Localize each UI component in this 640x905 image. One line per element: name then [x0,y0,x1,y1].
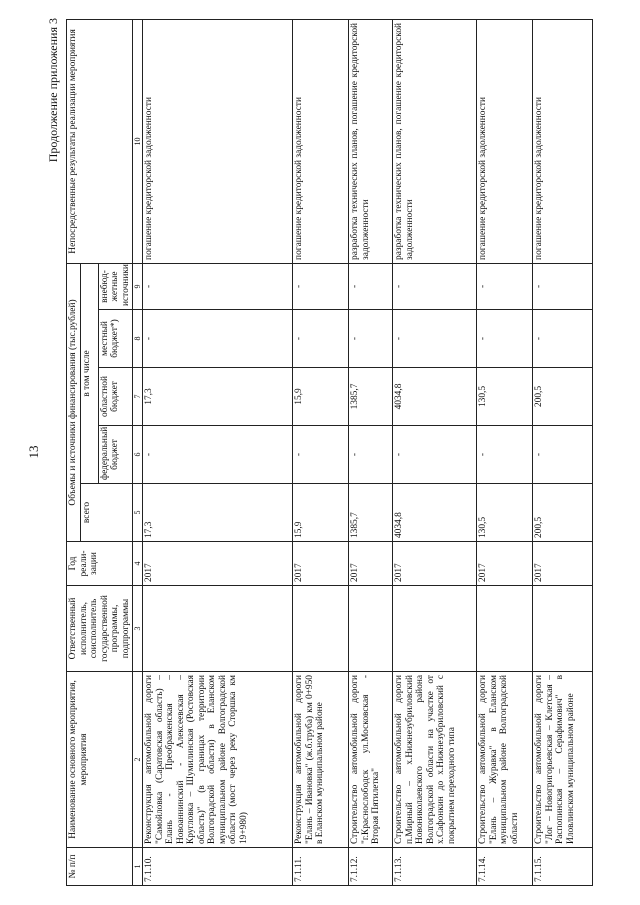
column-number: 7 [133,368,143,426]
column-number: 10 [133,19,143,263]
row-result: погашение кредиторской задолженности [533,19,593,263]
row-regional: 17,3 [143,368,293,426]
header-funding: Объемы и источники финансирования (тыс.рублей) [67,263,81,541]
row-result: разработка технических планов, погашение кредиторской задолженности [349,19,393,263]
column-number: 1 [133,848,143,886]
column-number: 4 [133,542,143,586]
row-total: 4034,8 [393,484,477,542]
row-federal: - [393,426,477,484]
table-row [393,19,477,885]
row-regional: 130,5 [477,368,533,426]
row-year: 2017 [393,542,477,586]
row-num: 7.1.10. [143,848,293,886]
header-regional: областной бюджет [98,368,133,426]
header-total: всего [80,484,133,542]
row-num: 7.1.15. [533,848,593,886]
row-num: 7.1.12. [349,848,393,886]
row-offbudget: - [349,263,393,309]
row-executor [477,586,533,672]
header-name: Наименование основного мероприятия, мероприятия [67,672,133,848]
row-federal: - [143,426,293,484]
row-result: разработка технических планов, погашение кредиторской задолженности [393,19,477,263]
row-total: 15,9 [293,484,349,542]
row-year: 2017 [533,542,593,586]
header-results: Непосредственные результаты реализации мероприятия [67,19,133,263]
row-result: погашение кредиторской задолженности [293,19,349,263]
row-federal: - [533,426,593,484]
row-offbudget: - [393,263,477,309]
row-total: 17,3 [143,484,293,542]
row-year: 2017 [143,542,293,586]
row-regional: 4034,8 [393,368,477,426]
row-result: погашение кредиторской задолженности [477,19,533,263]
table-row [533,19,593,885]
column-number: 9 [133,263,143,309]
row-name: Реконструкция автомобильной дороги "Елань – Ивановка" (ж.б.труба) км 0+950 в Еланском муниципальном районе [293,672,349,848]
column-number: 8 [133,310,143,368]
row-local: - [349,310,393,368]
column-number: 5 [133,484,143,542]
row-year: 2017 [477,542,533,586]
row-executor [533,586,593,672]
row-offbudget: - [533,263,593,309]
page-number: 13 [26,445,41,459]
row-offbudget: - [293,263,349,309]
column-number: 2 [133,672,143,848]
row-local: - [143,310,293,368]
header-local: местный бюджет*) [98,310,133,368]
table-row [349,19,393,885]
row-name: Строительство автомобильной дороги "Лог – Новогригорьевская – Клетская – Распопинская – Серафимович" в Иловлинском муниципальном районе [533,672,593,848]
row-regional: 15,9 [293,368,349,426]
column-number: 3 [133,586,143,672]
row-total: 200,5 [533,484,593,542]
table-row [293,19,349,885]
row-year: 2017 [349,542,393,586]
header-offbudget: внебюд-жетные источники [98,263,133,309]
row-federal: - [349,426,393,484]
row-executor [349,586,393,672]
row-total: 1385,7 [349,484,393,542]
row-result: погашение кредиторской задолженности [143,19,293,263]
funding-table [66,19,593,886]
header-num: № п/п [67,848,133,886]
row-total: 130,5 [477,484,533,542]
row-local: - [293,310,349,368]
header-executor: Ответственный исполнитель, соисполнитель государственной программы, подпрограммы [67,586,133,672]
row-executor [393,586,477,672]
header-federal: федеральный бюджет [98,426,133,484]
header-including: в том числе [80,263,98,483]
row-regional: 1385,7 [349,368,393,426]
column-number: 6 [133,426,143,484]
row-name: Реконструкция автомобильной дороги "Самойловка (Саратовская область) – Елань - Преображенская – Новоаннинский - Алексеевская – Кругловка – Шумилинская (Ростовская область)" (в границах территории Волгоградской области) в Еланском муниципальном районе Волгоградской области (мост через реку Сторшка км 19+980) [143,672,293,848]
row-name: Строительство автомобильной дороги п.Мирный – х.Нижнезубриловский Новониколаевского района Волгоградской области на участке от х.Сафонкин до х.Нижнезубриловский с покрытием переходного типа [393,672,477,848]
column-number-row [133,19,143,885]
row-offbudget: - [143,263,293,309]
row-num: 7.1.13. [393,848,477,886]
row-federal: - [293,426,349,484]
row-num: 7.1.14. [477,848,533,886]
header-year: Год реали-зации [67,542,133,586]
table-row [143,19,293,885]
row-local: - [393,310,477,368]
rotated-page [20,12,620,892]
row-executor [293,586,349,672]
row-federal: - [477,426,533,484]
row-executor [143,586,293,672]
row-name: Строительство автомобильной дороги "г.Краснослободск ул.Московская - Вторая Пятилетка" [349,672,393,848]
continuation-label: Продолжение приложения 3 [46,18,60,163]
row-name: Строительство автомобильной дороги "Елань – Журавка" в Еланском муниципальном районе Волгоградской области [477,672,533,848]
row-year: 2017 [293,542,349,586]
table-row [477,19,533,885]
row-local: - [477,310,533,368]
row-num: 7.1.11. [293,848,349,886]
row-regional: 200,5 [533,368,593,426]
row-offbudget: - [477,263,533,309]
row-local: - [533,310,593,368]
